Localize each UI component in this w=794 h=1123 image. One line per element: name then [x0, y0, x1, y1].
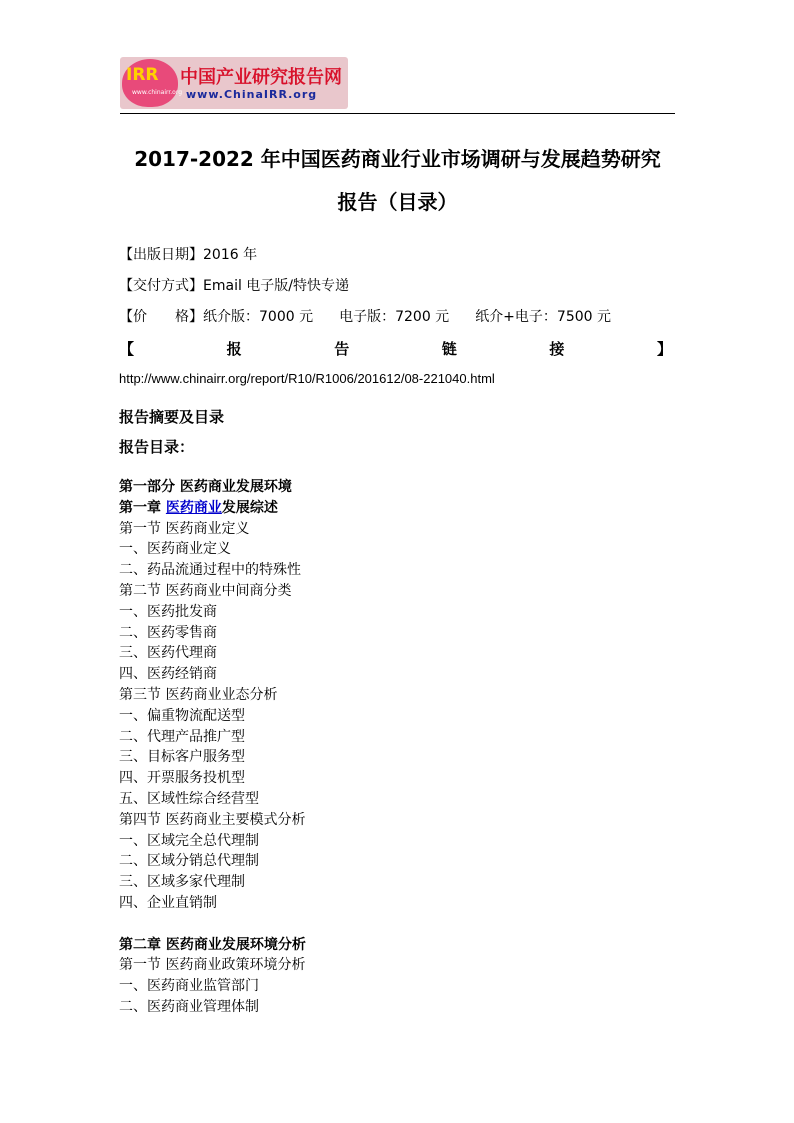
toc-item: 三、医药代理商	[119, 645, 217, 662]
link-char: 链	[441, 340, 457, 358]
price	[119, 306, 611, 326]
link-char: 报	[226, 340, 242, 358]
toc-item: 五、区域性综合经营型	[119, 790, 259, 807]
publish-date	[119, 244, 257, 264]
toc-item: 一、医药商业定义	[119, 541, 231, 558]
price-digital: 电子版：7200 元	[339, 309, 450, 325]
report-url[interactable]: http://www.chinairr.org/report/R10/R1006/201612/08-221040.html	[119, 371, 495, 386]
chapter-suffix: 发展综述	[221, 499, 278, 516]
toc-item: 一、医药批发商	[119, 603, 217, 620]
toc-item: 第四节 医药商业主要模式分析	[119, 811, 306, 828]
link-char: 告	[334, 340, 350, 358]
chapter-1-items	[119, 519, 679, 914]
delivery-value: Email 电子版/特快专递	[203, 278, 350, 294]
toc-part-heading: 第一部分 医药商业发展环境	[119, 479, 292, 495]
toc-item: 二、药品流通过程中的特殊性	[119, 562, 301, 579]
logo-url: www.ChinaIRR.org	[186, 88, 318, 101]
chinairr-logo	[120, 57, 348, 109]
price-label: 【价 格】	[119, 309, 203, 325]
publish-value: 2016 年	[203, 247, 258, 263]
report-title-line2: 报告（目录）	[337, 190, 458, 214]
price-both: 纸介+电子：7500 元	[475, 309, 611, 325]
header-divider	[120, 113, 675, 114]
toc-chapter-2: 第二章 医药商业发展环境分析	[119, 936, 306, 953]
table-of-contents	[119, 477, 679, 1018]
medical-commerce-link[interactable]: 医药商业	[165, 499, 222, 516]
link-char: 【	[119, 340, 135, 358]
logo-name: 中国产业研究报告网	[180, 67, 342, 88]
toc-item: 二、代理产品推广型	[119, 728, 245, 745]
toc-item: 三、区域多家代理制	[119, 874, 245, 891]
logo-badge-sub: www.chinairr.org	[132, 89, 183, 96]
toc-item: 三、目标客户服务型	[119, 749, 245, 766]
summary-heading: 报告摘要及目录	[119, 408, 225, 426]
publish-label: 【出版日期】	[119, 247, 203, 263]
toc-item: 二、区域分销总代理制	[119, 853, 259, 870]
toc-item: 第三节 医药商业业态分析	[119, 686, 278, 703]
delivery-label: 【交付方式】	[119, 278, 203, 294]
chapter-prefix: 第一章	[119, 499, 166, 516]
toc-item: 四、开票服务投机型	[119, 770, 245, 787]
logo-badge-text: IRR	[126, 65, 159, 85]
toc-heading: 报告目录：	[119, 438, 195, 456]
toc-item: 第一节 医药商业政策环境分析	[119, 957, 306, 974]
report-link-label	[119, 338, 672, 358]
link-char: 】	[656, 340, 672, 358]
chapter-2-items	[119, 955, 679, 1017]
toc-item: 第一节 医药商业定义	[119, 520, 250, 537]
report-title-line1: 2017-2022 年中国医药商业行业市场调研与发展趋势研究	[134, 147, 661, 171]
toc-item: 一、偏重物流配送型	[119, 707, 245, 724]
toc-item: 二、医药商业管理体制	[119, 998, 259, 1015]
price-paper: 纸介版：7000 元	[203, 309, 314, 325]
toc-chapter-1	[119, 498, 679, 519]
link-char: 接	[549, 340, 565, 358]
toc-item: 二、医药零售商	[119, 624, 217, 641]
toc-item: 四、企业直销制	[119, 894, 217, 911]
toc-item: 四、医药经销商	[119, 666, 217, 683]
toc-item: 第二节 医药商业中间商分类	[119, 582, 292, 599]
delivery-method	[119, 275, 349, 295]
toc-item: 一、医药商业监管部门	[119, 978, 259, 995]
toc-item: 一、区域完全总代理制	[119, 832, 259, 849]
